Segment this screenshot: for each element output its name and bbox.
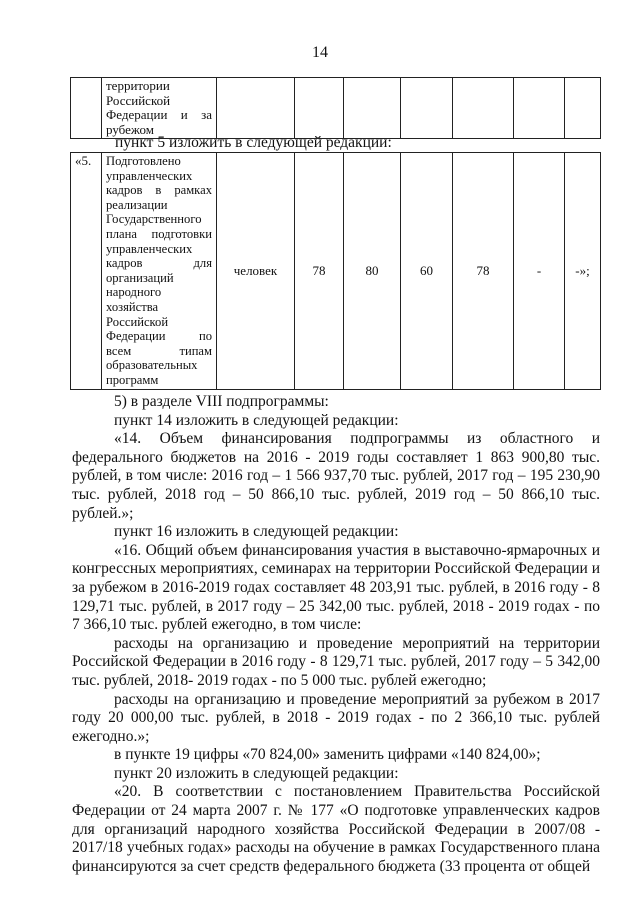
paragraph: пункт 20 изложить в следующей редакции: bbox=[114, 764, 399, 782]
value-cell: - bbox=[514, 153, 565, 390]
label-line: организаций bbox=[106, 270, 174, 285]
paragraph: пункт 16 изложить в следующей редакции: bbox=[114, 523, 399, 541]
paragraph: «14. Объем финансирования подпрограммы из областного и федерального бюджетов на 2016 - 2019 годы составляет 1 863 900,80 тыс. рублей, в том числе: 2016 год – 1 566 937,70 тыс. рублей, 2017 год – 195 230,90 тыс. рублей, 2018 год – 50 866,10 тыс. рублей, 2019 год – 50 866,10 тыс. рублей.»; bbox=[72, 430, 600, 522]
label-line: народного bbox=[106, 285, 162, 300]
cell-unit bbox=[217, 78, 295, 139]
paragraph: «20. В соответствии с постановлением Правительства Российской Федерации от 24 марта 2007 г. № 177 «О подготовке управленческих кадров для организаций народного хозяйства Российской Федерации в 2007/08 - 2017/18 учебных годах» расходы на обучение в рамках Государственного плана финансируются за счет средств федерального бюджета (33 процента от общей bbox=[72, 783, 600, 875]
label-line: Федерации по bbox=[106, 329, 212, 344]
cell-value bbox=[295, 78, 344, 139]
body-text bbox=[72, 393, 600, 876]
value-cell: -»; bbox=[565, 153, 601, 390]
label-line: всем типам bbox=[106, 343, 212, 358]
continued-table bbox=[70, 77, 601, 139]
cell-value bbox=[453, 78, 514, 139]
label-line: кадров в рамках bbox=[106, 183, 212, 198]
cell-value bbox=[565, 78, 601, 139]
cell-value bbox=[514, 78, 565, 139]
indicator-table bbox=[70, 152, 601, 390]
cell-label bbox=[102, 78, 217, 139]
label-line: Государственного bbox=[106, 212, 202, 227]
cell-value bbox=[401, 78, 453, 139]
label-line: управленческих bbox=[106, 241, 193, 256]
label-line: реализации bbox=[106, 197, 168, 212]
label-line: плана подготовки bbox=[106, 226, 212, 241]
label-line: Российской bbox=[106, 314, 169, 329]
continued-table-row bbox=[71, 78, 601, 139]
paragraph: пункт 14 изложить в следующей редакции: bbox=[114, 411, 399, 429]
unit-cell: человек bbox=[217, 153, 295, 390]
paragraph: в пункте 19 цифры «70 824,00» заменить цифрами «140 824,00»; bbox=[114, 746, 541, 764]
caption-item-5: пункт 5 изложить в следующей редакции: bbox=[115, 134, 392, 151]
paragraph: «16. Общий объем финансирования участия в выставочно-ярмарочных и конгрессных мероприятиях, семинарах на территории Российской Федерации и за рубежом в 2016-2019 годах составляет 48 203,91 тыс. рублей, в 2016 году - 8 129,71 тыс. рублей, в 2017 году – 25 342,00 тыс. рублей, 2018 - 2019 годах - по 7 366,10 тыс. рублей ежегодно, в том числе: bbox=[72, 541, 600, 634]
label-line: Федерации и за bbox=[106, 107, 212, 122]
label-line: рубежом bbox=[106, 121, 155, 137]
paragraph: 5) в разделе VIII подпрограммы: bbox=[114, 393, 329, 410]
label-line: территории bbox=[106, 78, 170, 93]
label-line: управленческих bbox=[106, 168, 193, 183]
label-line: хозяйства bbox=[106, 299, 159, 314]
page-number: 14 bbox=[312, 44, 328, 61]
value-cell: 78 bbox=[295, 153, 344, 390]
paragraph: расходы на организацию и проведение мероприятий на территории Российской Федерации в 2016 году - 8 129,71 тыс. рублей, 2017 году – 5 342,00 тыс. рублей, 2018- 2019 годах - по 5 000 тыс. рублей ежегодно; bbox=[72, 634, 600, 689]
paragraph: расходы на организацию и проведение мероприятий за рубежом в 2017 году 20 000,00 тыс. рублей, в 2018 - 2019 годах - по 2 366,10 тыс. рублей ежегодно.»; bbox=[72, 690, 600, 745]
indicator-label bbox=[102, 153, 217, 390]
label-line: Российской bbox=[106, 92, 171, 108]
label-line: Подготовлено bbox=[106, 154, 181, 168]
value-cell: 60 bbox=[401, 153, 453, 390]
label-line: программ bbox=[106, 372, 159, 387]
cell-number bbox=[71, 78, 102, 139]
value-cell: 80 bbox=[344, 153, 401, 390]
value-cell: 78 bbox=[453, 153, 514, 390]
indicator-row bbox=[71, 153, 601, 390]
row-number: «5. bbox=[71, 153, 102, 390]
label-line: образовательных bbox=[106, 358, 198, 373]
label-line: кадров для bbox=[106, 256, 212, 271]
cell-value bbox=[344, 78, 401, 139]
